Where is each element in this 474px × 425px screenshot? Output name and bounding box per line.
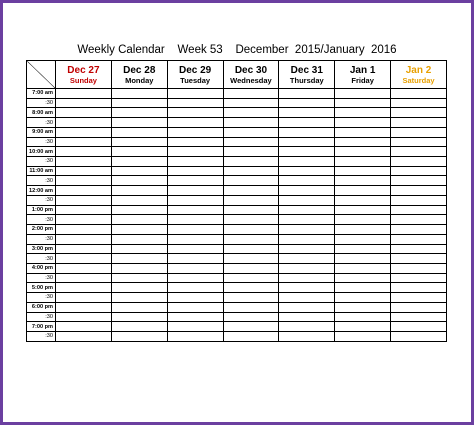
slot-cell[interactable] xyxy=(335,176,391,186)
time-row xyxy=(27,331,447,341)
day-header-sunday xyxy=(56,61,112,89)
slot-cell[interactable] xyxy=(56,312,112,322)
slot-cell[interactable] xyxy=(335,215,391,225)
time-row xyxy=(27,283,447,293)
slot-cell[interactable] xyxy=(167,186,223,196)
day-name: Friday xyxy=(351,75,374,85)
slot-cell[interactable] xyxy=(335,312,391,322)
slot-cell[interactable] xyxy=(391,322,447,332)
slot-cell[interactable] xyxy=(335,331,391,341)
slot-cell[interactable] xyxy=(391,273,447,283)
slot-cell[interactable] xyxy=(279,147,335,157)
time-row xyxy=(27,118,447,128)
time-label: 11:00 am xyxy=(27,166,56,176)
slot-cell[interactable] xyxy=(167,331,223,341)
time-row xyxy=(27,127,447,137)
half-hour-label: :30 xyxy=(27,331,56,341)
slot-cell[interactable] xyxy=(391,137,447,147)
slot-cell[interactable] xyxy=(111,195,167,205)
slot-cell[interactable] xyxy=(167,137,223,147)
slot-cell[interactable] xyxy=(167,108,223,118)
time-label: 7:00 pm xyxy=(27,322,56,332)
slot-cell[interactable] xyxy=(279,312,335,322)
slot-cell[interactable] xyxy=(56,244,112,254)
slot-cell[interactable] xyxy=(335,186,391,196)
slot-cell[interactable] xyxy=(335,118,391,128)
slot-cell[interactable] xyxy=(279,263,335,273)
slot-cell[interactable] xyxy=(111,118,167,128)
slot-cell[interactable] xyxy=(279,205,335,215)
slot-cell[interactable] xyxy=(56,147,112,157)
slot-cell[interactable] xyxy=(111,98,167,108)
slot-cell[interactable] xyxy=(335,263,391,273)
slot-cell[interactable] xyxy=(279,302,335,312)
slot-cell[interactable] xyxy=(391,118,447,128)
time-row xyxy=(27,322,447,332)
time-row xyxy=(27,254,447,264)
slot-cell[interactable] xyxy=(335,157,391,167)
time-row xyxy=(27,98,447,108)
slot-cell[interactable] xyxy=(111,127,167,137)
slot-cell[interactable] xyxy=(167,244,223,254)
slot-cell[interactable] xyxy=(167,147,223,157)
slot-cell[interactable] xyxy=(223,263,279,273)
slot-cell[interactable] xyxy=(167,263,223,273)
time-row xyxy=(27,147,447,157)
slot-cell[interactable] xyxy=(391,215,447,225)
slot-cell[interactable] xyxy=(223,254,279,264)
slot-cell[interactable] xyxy=(335,166,391,176)
slot-cell[interactable] xyxy=(391,312,447,322)
slot-cell[interactable] xyxy=(223,157,279,167)
slot-cell[interactable] xyxy=(56,195,112,205)
slot-cell[interactable] xyxy=(335,283,391,293)
slot-cell[interactable] xyxy=(223,234,279,244)
slot-cell[interactable] xyxy=(111,331,167,341)
slot-cell[interactable] xyxy=(56,89,112,99)
slot-cell[interactable] xyxy=(279,157,335,167)
slot-cell[interactable] xyxy=(391,157,447,167)
time-row xyxy=(27,137,447,147)
slot-cell[interactable] xyxy=(56,302,112,312)
slot-cell[interactable] xyxy=(167,166,223,176)
slot-cell[interactable] xyxy=(279,118,335,128)
slot-cell[interactable] xyxy=(111,234,167,244)
slot-cell[interactable] xyxy=(391,331,447,341)
time-row xyxy=(27,293,447,303)
slot-cell[interactable] xyxy=(279,195,335,205)
slot-cell[interactable] xyxy=(223,127,279,137)
slot-cell[interactable] xyxy=(223,118,279,128)
slot-cell[interactable] xyxy=(223,98,279,108)
slot-cell[interactable] xyxy=(167,302,223,312)
time-row xyxy=(27,157,447,167)
slot-cell[interactable] xyxy=(167,215,223,225)
slot-cell[interactable] xyxy=(111,137,167,147)
slot-cell[interactable] xyxy=(335,254,391,264)
slot-cell[interactable] xyxy=(279,293,335,303)
slot-cell[interactable] xyxy=(223,147,279,157)
slot-cell[interactable] xyxy=(111,147,167,157)
day-name: Monday xyxy=(125,75,154,85)
slot-cell[interactable] xyxy=(335,244,391,254)
slot-cell[interactable] xyxy=(391,98,447,108)
day-date: Jan 2 xyxy=(405,64,432,76)
slot-cell[interactable] xyxy=(223,166,279,176)
time-label: 8:00 am xyxy=(27,108,56,118)
time-label: 5:00 pm xyxy=(27,283,56,293)
slot-cell[interactable] xyxy=(56,273,112,283)
slot-cell[interactable] xyxy=(223,137,279,147)
slot-cell[interactable] xyxy=(56,98,112,108)
slot-cell[interactable] xyxy=(111,254,167,264)
slot-cell[interactable] xyxy=(167,98,223,108)
slot-cell[interactable] xyxy=(391,108,447,118)
day-name: Wednesday xyxy=(230,75,272,85)
corner-cell xyxy=(27,61,56,89)
half-hour-label: :30 xyxy=(27,176,56,186)
slot-cell[interactable] xyxy=(279,166,335,176)
slot-cell[interactable] xyxy=(391,225,447,235)
half-hour-label: :30 xyxy=(27,137,56,147)
time-row xyxy=(27,186,447,196)
slot-cell[interactable] xyxy=(223,283,279,293)
slot-cell[interactable] xyxy=(167,157,223,167)
time-row xyxy=(27,234,447,244)
slot-cell[interactable] xyxy=(111,273,167,283)
slot-cell[interactable] xyxy=(56,283,112,293)
time-row xyxy=(27,205,447,215)
half-hour-label: :30 xyxy=(27,234,56,244)
slot-cell[interactable] xyxy=(279,273,335,283)
slot-cell[interactable] xyxy=(223,89,279,99)
time-label: 6:00 pm xyxy=(27,302,56,312)
half-hour-label: :30 xyxy=(27,157,56,167)
slot-cell[interactable] xyxy=(167,254,223,264)
day-name: Tuesday xyxy=(180,75,211,85)
day-header-monday xyxy=(111,61,167,89)
time-label: 12:00 am xyxy=(27,186,56,196)
slot-cell[interactable] xyxy=(391,244,447,254)
slot-cell[interactable] xyxy=(167,322,223,332)
slot-cell[interactable] xyxy=(56,293,112,303)
slot-cell[interactable] xyxy=(223,195,279,205)
slot-cell[interactable] xyxy=(111,157,167,167)
day-date: Dec 30 xyxy=(234,64,268,76)
slot-cell[interactable] xyxy=(223,205,279,215)
slot-cell[interactable] xyxy=(111,293,167,303)
slot-cell[interactable] xyxy=(335,322,391,332)
slot-cell[interactable] xyxy=(279,137,335,147)
day-date: Dec 27 xyxy=(67,64,100,76)
slot-cell[interactable] xyxy=(111,89,167,99)
slot-cell[interactable] xyxy=(391,147,447,157)
time-row xyxy=(27,225,447,235)
time-label: 9:00 am xyxy=(27,127,56,137)
slot-cell[interactable] xyxy=(56,225,112,235)
day-name: Saturday xyxy=(402,75,435,85)
slot-cell[interactable] xyxy=(167,195,223,205)
slot-cell[interactable] xyxy=(56,127,112,137)
half-hour-label: :30 xyxy=(27,312,56,322)
time-row xyxy=(27,263,447,273)
slot-cell[interactable] xyxy=(391,176,447,186)
slot-cell[interactable] xyxy=(56,176,112,186)
slot-cell[interactable] xyxy=(279,234,335,244)
slot-cell[interactable] xyxy=(111,186,167,196)
slot-cell[interactable] xyxy=(391,166,447,176)
time-row xyxy=(27,176,447,186)
slot-cell[interactable] xyxy=(111,263,167,273)
time-label: 4:00 pm xyxy=(27,263,56,273)
slot-cell[interactable] xyxy=(56,215,112,225)
slot-cell[interactable] xyxy=(391,127,447,137)
slot-cell[interactable] xyxy=(111,166,167,176)
half-hour-label: :30 xyxy=(27,195,56,205)
slot-cell[interactable] xyxy=(279,283,335,293)
slot-cell[interactable] xyxy=(335,127,391,137)
slot-cell[interactable] xyxy=(56,157,112,167)
slot-cell[interactable] xyxy=(335,108,391,118)
slot-cell[interactable] xyxy=(335,302,391,312)
slot-cell[interactable] xyxy=(391,195,447,205)
slot-cell[interactable] xyxy=(111,322,167,332)
slot-cell[interactable] xyxy=(223,225,279,235)
slot-cell[interactable] xyxy=(223,186,279,196)
slot-cell[interactable] xyxy=(111,225,167,235)
day-header-friday xyxy=(335,61,391,89)
slot-cell[interactable] xyxy=(56,166,112,176)
slot-cell[interactable] xyxy=(335,205,391,215)
slot-cell[interactable] xyxy=(279,98,335,108)
slot-cell[interactable] xyxy=(167,118,223,128)
slot-cell[interactable] xyxy=(223,302,279,312)
slot-cell[interactable] xyxy=(223,108,279,118)
slot-cell[interactable] xyxy=(167,225,223,235)
slot-cell[interactable] xyxy=(223,322,279,332)
slot-cell[interactable] xyxy=(335,147,391,157)
time-row xyxy=(27,195,447,205)
time-row xyxy=(27,273,447,283)
slot-cell[interactable] xyxy=(223,176,279,186)
slot-cell[interactable] xyxy=(279,254,335,264)
slot-cell[interactable] xyxy=(391,283,447,293)
day-header-tuesday xyxy=(167,61,223,89)
slot-cell[interactable] xyxy=(279,331,335,341)
slot-cell[interactable] xyxy=(223,273,279,283)
day-header-wednesday xyxy=(223,61,279,89)
slot-cell[interactable] xyxy=(167,312,223,322)
time-row xyxy=(27,166,447,176)
slot-cell[interactable] xyxy=(391,205,447,215)
slot-cell[interactable] xyxy=(391,186,447,196)
time-row xyxy=(27,89,447,99)
half-hour-label: :30 xyxy=(27,273,56,283)
slot-cell[interactable] xyxy=(391,89,447,99)
half-hour-label: :30 xyxy=(27,254,56,264)
slot-cell[interactable] xyxy=(56,331,112,341)
slot-cell[interactable] xyxy=(56,234,112,244)
day-date: Dec 28 xyxy=(123,64,156,76)
time-row xyxy=(27,312,447,322)
time-label: 3:00 pm xyxy=(27,244,56,254)
slot-cell[interactable] xyxy=(111,205,167,215)
slot-cell[interactable] xyxy=(223,312,279,322)
half-hour-label: :30 xyxy=(27,118,56,128)
half-hour-label: :30 xyxy=(27,215,56,225)
slot-cell[interactable] xyxy=(279,89,335,99)
slot-cell[interactable] xyxy=(335,89,391,99)
slot-cell[interactable] xyxy=(167,176,223,186)
slot-cell[interactable] xyxy=(223,215,279,225)
day-date: Dec 29 xyxy=(178,64,212,76)
slot-cell[interactable] xyxy=(335,293,391,303)
time-row xyxy=(27,215,447,225)
slot-cell[interactable] xyxy=(111,108,167,118)
slot-cell[interactable] xyxy=(279,225,335,235)
time-row xyxy=(27,302,447,312)
slot-cell[interactable] xyxy=(279,244,335,254)
slot-cell[interactable] xyxy=(167,127,223,137)
slot-cell[interactable] xyxy=(111,283,167,293)
slot-cell[interactable] xyxy=(223,244,279,254)
slot-cell[interactable] xyxy=(391,234,447,244)
time-row xyxy=(27,244,447,254)
slot-cell[interactable] xyxy=(56,322,112,332)
day-name: Sunday xyxy=(69,75,97,85)
slot-cell[interactable] xyxy=(279,108,335,118)
slot-cell[interactable] xyxy=(391,302,447,312)
slot-cell[interactable] xyxy=(167,273,223,283)
half-hour-label: :30 xyxy=(27,293,56,303)
weekly-calendar-grid xyxy=(26,60,447,342)
half-hour-label: :30 xyxy=(27,98,56,108)
slot-cell[interactable] xyxy=(223,331,279,341)
slot-cell[interactable] xyxy=(111,302,167,312)
time-label: 1:00 pm xyxy=(27,205,56,215)
slot-cell[interactable] xyxy=(56,205,112,215)
slot-cell[interactable] xyxy=(335,225,391,235)
slot-cell[interactable] xyxy=(56,186,112,196)
slot-cell[interactable] xyxy=(391,293,447,303)
slot-cell[interactable] xyxy=(391,263,447,273)
slot-cell[interactable] xyxy=(56,118,112,128)
slot-cell[interactable] xyxy=(335,137,391,147)
slot-cell[interactable] xyxy=(223,293,279,303)
slot-cell[interactable] xyxy=(167,205,223,215)
day-header-thursday xyxy=(279,61,335,89)
slot-cell[interactable] xyxy=(335,195,391,205)
slot-cell[interactable] xyxy=(335,234,391,244)
slot-cell[interactable] xyxy=(167,234,223,244)
slot-cell[interactable] xyxy=(56,108,112,118)
slot-cell[interactable] xyxy=(111,176,167,186)
slot-cell[interactable] xyxy=(111,312,167,322)
slot-cell[interactable] xyxy=(111,215,167,225)
slot-cell[interactable] xyxy=(56,137,112,147)
time-label: 7:00 am xyxy=(27,89,56,99)
slot-cell[interactable] xyxy=(391,254,447,264)
slot-cell[interactable] xyxy=(279,176,335,186)
slot-cell[interactable] xyxy=(335,273,391,283)
time-row xyxy=(27,108,447,118)
slot-cell[interactable] xyxy=(167,89,223,99)
slot-cell[interactable] xyxy=(279,186,335,196)
slot-cell[interactable] xyxy=(56,263,112,273)
day-date: Dec 31 xyxy=(290,64,323,76)
page-title: Weekly Calendar Week 53 December 2015/January 2016 xyxy=(77,44,397,56)
day-name: Thursday xyxy=(289,75,324,85)
day-header-saturday xyxy=(391,61,447,89)
slot-cell[interactable] xyxy=(279,127,335,137)
slot-cell[interactable] xyxy=(111,244,167,254)
time-label: 10:00 am xyxy=(27,147,56,157)
time-label: 2:00 pm xyxy=(27,225,56,235)
slot-cell[interactable] xyxy=(167,293,223,303)
slot-cell[interactable] xyxy=(335,98,391,108)
slot-cell[interactable] xyxy=(56,254,112,264)
slot-cell[interactable] xyxy=(279,322,335,332)
day-date: Jan 1 xyxy=(349,64,376,76)
slot-cell[interactable] xyxy=(167,283,223,293)
slot-cell[interactable] xyxy=(279,215,335,225)
